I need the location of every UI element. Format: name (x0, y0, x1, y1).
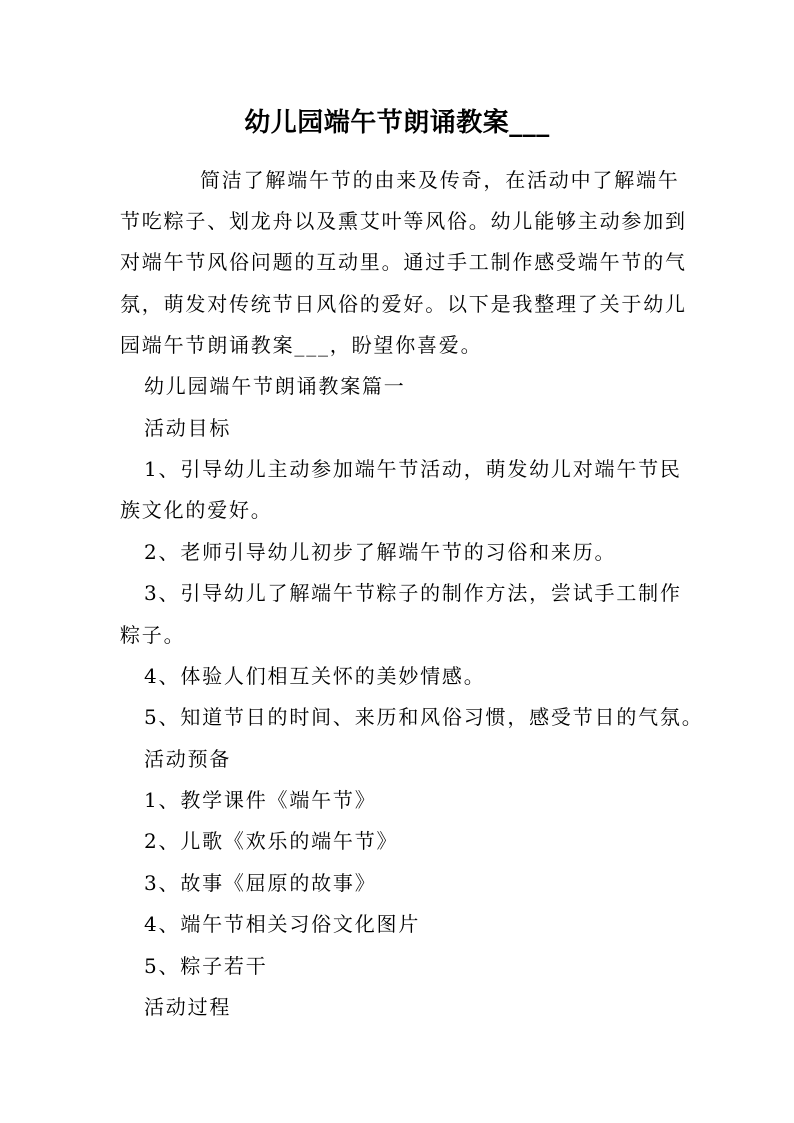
goal-item-3-cont: 粽子。 (120, 623, 186, 647)
intro-line-2: 节吃粽子、划龙舟以及熏艾叶等风俗。幼儿能够主动参加到 (120, 209, 687, 233)
prep-item-5: 5、粽子若干 (144, 954, 268, 978)
prep-item-4: 4、端午节相关习俗文化图片 (144, 912, 421, 936)
document-title: 幼儿园端午节朗诵教案___ (244, 108, 550, 138)
goal-item-1: 1、引导幼儿主动参加端午节活动，萌发幼儿对端午节民 (144, 457, 682, 481)
section-heading: 幼儿园端午节朗诵教案篇一 (144, 374, 406, 398)
prep-item-3: 3、故事《屈原的故事》 (144, 871, 377, 895)
process-heading: 活动过程 (144, 995, 232, 1019)
intro-line-4: 氛，萌发对传统节日风俗的爱好。以下是我整理了关于幼儿 (120, 292, 687, 316)
goal-item-4: 4、体验人们相互关怀的美妙情感。 (144, 664, 486, 688)
prep-item-2: 2、儿歌《欢乐的端午节》 (144, 829, 399, 853)
intro-line-1: 简洁了解端午节的由来及传奇，在活动中了解端午 (200, 168, 680, 192)
prep-heading: 活动预备 (144, 747, 232, 771)
goal-item-1-cont: 族文化的爱好。 (120, 498, 273, 522)
intro-line-5: 园端午节朗诵教案___，盼望你喜爱。 (120, 333, 483, 357)
intro-line-3: 对端午节风俗问题的互动里。通过手工制作感受端午节的气 (120, 250, 687, 274)
goal-item-3: 3、引导幼儿了解端午节粽子的制作方法，尝试手工制作 (144, 581, 682, 605)
goal-item-2: 2、老师引导幼儿初步了解端午节的习俗和来历。 (144, 540, 617, 564)
goal-item-5: 5、知道节日的时间、来历和风俗习惯，感受节日的气氛。 (144, 705, 704, 729)
goals-heading: 活动目标 (144, 416, 232, 440)
prep-item-1: 1、教学课件《端午节》 (144, 788, 377, 812)
